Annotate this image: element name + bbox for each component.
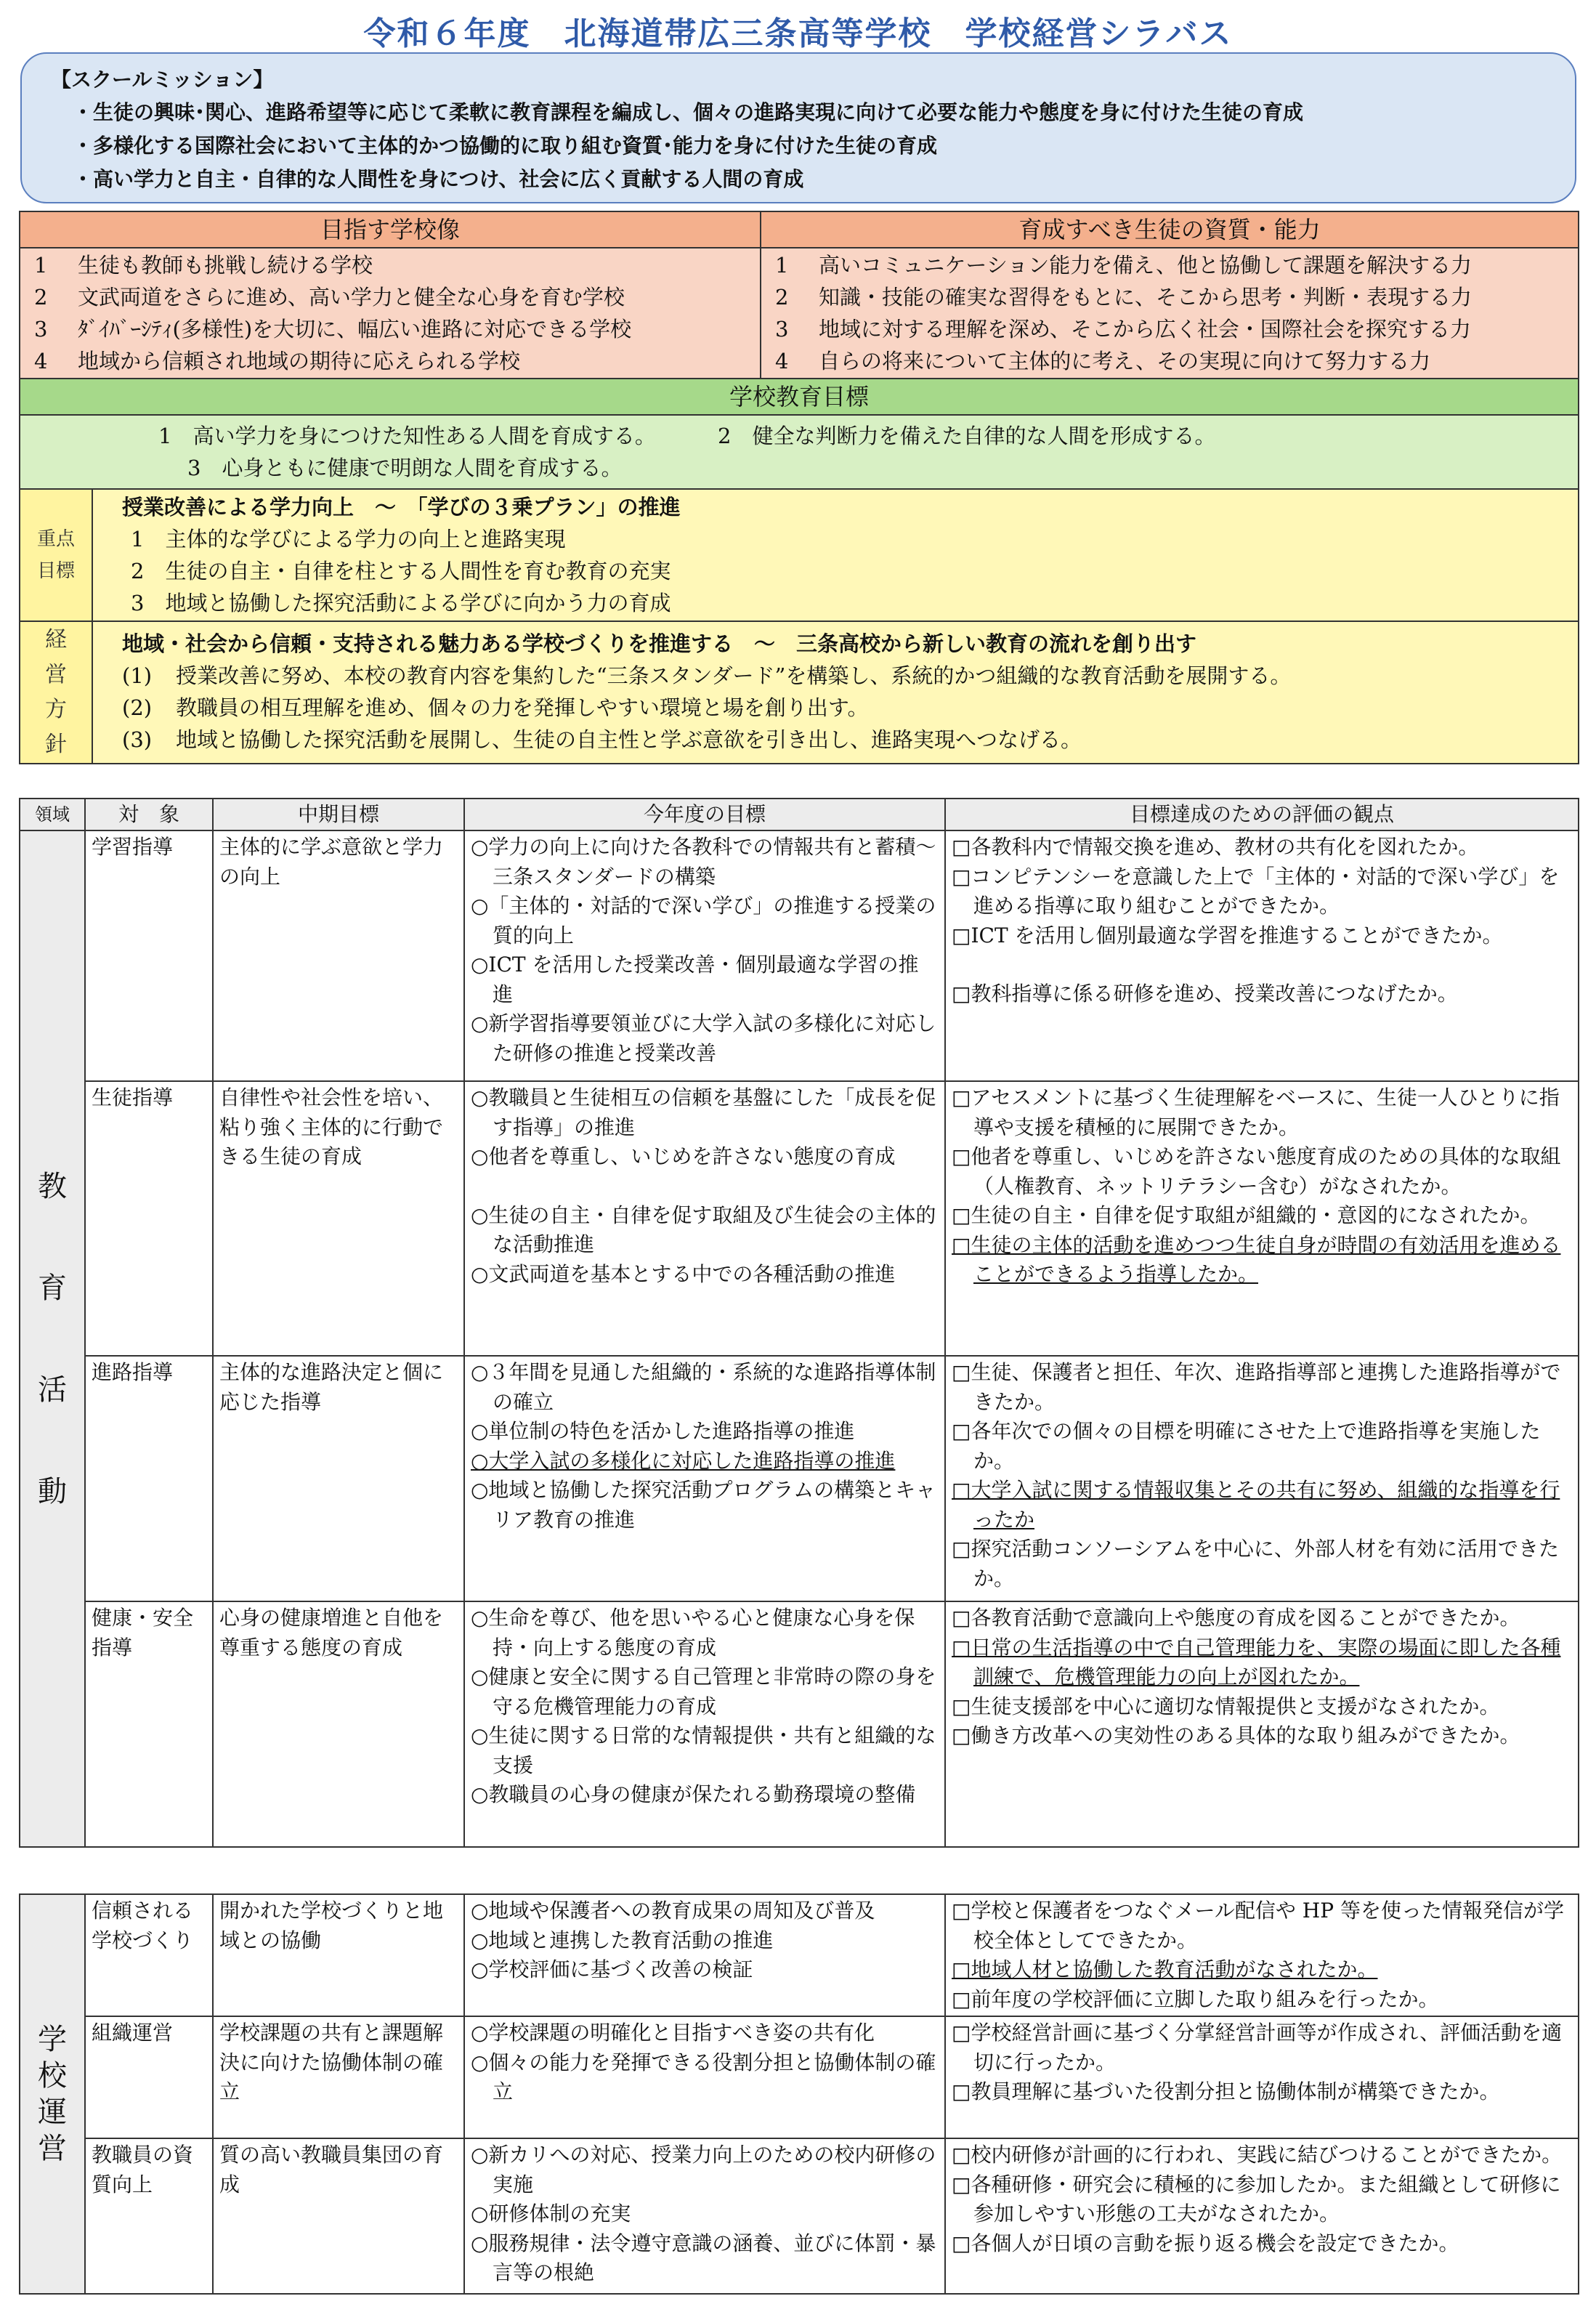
priority-heading: 授業改善による学力向上 ～ 「学びの３乗プラン」の推進 bbox=[122, 495, 681, 520]
evaluation-item: □ICT を活用し個別最適な学習を推進することができたか。 bbox=[952, 923, 1503, 947]
annual-goal-cell bbox=[464, 1894, 945, 2016]
education-goal-1: 1 高い学力を身につけた知性ある人間を育成する。 bbox=[158, 424, 656, 448]
target-cell: 教職員の資質向上 bbox=[85, 2138, 213, 2294]
evaluation-item: □学校と保護者をつなぐメール配信や HP 等を使った情報発信が学校全体としてできたか。 bbox=[952, 1899, 1564, 1952]
evaluation-item: □生徒の自主・自律を促す取組が組織的・意図的になされたか。 bbox=[952, 1203, 1541, 1227]
evaluation-item: □コンピテンシーを意識した上で「主体的・対話的で深い学び」を進める指導に取り組むことができたか。 bbox=[952, 864, 1560, 918]
annual-goal-item: ○地域と協働した探究活動プログラムの構築とキャリア教育の推進 bbox=[471, 1478, 936, 1532]
evaluation-item: □生徒の主体的活動を進めつつ生徒自身が時間の有効活用を進めることができるよう指導したか。 bbox=[952, 1232, 1561, 1286]
school-overview-table bbox=[19, 211, 1579, 764]
student-ability-item: 1 高いコミュニケーション能力を備え、他と協働して課題を解決する力 bbox=[775, 253, 1473, 278]
policy-label: 経 営 方 針 bbox=[20, 621, 92, 764]
evaluation-item: □生徒支援部を中心に適切な情報提供と支援がなされたか。 bbox=[952, 1694, 1500, 1718]
evaluation-item: □働き方改革への実効性のある具体的な取り組みができたか。 bbox=[952, 1723, 1520, 1747]
ideal-school-list bbox=[20, 248, 761, 379]
evaluation-item: □各年次での個々の目標を明確にさせた上で進路指導を実施したか。 bbox=[952, 1419, 1541, 1473]
school-mission-box bbox=[20, 52, 1576, 203]
policy-item: (1) 授業改善に努め、本校の教育内容を集約した“三条スタンダード”を構築し、系統的かつ組織的な教育活動を展開する。 bbox=[122, 663, 1292, 688]
annual-goal-item: ○学力の向上に向けた各教科での情報共有と蓄積～三条スタンダードの構築 bbox=[471, 835, 936, 889]
management-syllabus-table bbox=[19, 1893, 1579, 2295]
annual-goal-item: ○「主体的・対話的で深い学び」の推進する授業の質的向上 bbox=[471, 894, 936, 947]
annual-goal-cell bbox=[464, 2138, 945, 2294]
evaluation-item: □アセスメントに基づく生徒理解をベースに、生徒一人ひとりに指導や支援を積極的に展開できたか。 bbox=[952, 1086, 1560, 1139]
evaluation-item: □校内研修が計画的に行われ、実践に結びつけることができたか。 bbox=[952, 2143, 1563, 2167]
annual-goal-cell bbox=[464, 1601, 945, 1847]
midterm-goal-cell: 主体的に学ぶ意欲と学力の向上 bbox=[213, 830, 464, 1081]
annual-goal-item: ○健康と安全に関する自己管理と非常時の際の身を守る危機管理能力の育成 bbox=[471, 1665, 936, 1718]
evaluation-item: □他者を尊重し、いじめを許さない態度育成のための具体的な取組（人権教育、ネットリテラシー含む）がなされたか。 bbox=[952, 1144, 1561, 1198]
annual-goal-item: ○地域や保護者への教育成果の周知及び普及 bbox=[471, 1899, 875, 1923]
mission-heading: 【スクールミッション】 bbox=[51, 68, 274, 92]
student-ability-item: 3 地域に対する理解を深め、そこから広く社会・国際社会を探究する力 bbox=[775, 317, 1471, 341]
annual-goal-item: ○教職員と生徒相互の信頼を基盤にした「成長を促す指導」の推進 bbox=[471, 1086, 936, 1139]
annual-goal-item: ○ICT を活用した授業改善・個別最適な学習の推進 bbox=[471, 953, 919, 1006]
student-abilities-list bbox=[761, 248, 1579, 379]
evaluation-cell bbox=[945, 1894, 1579, 2016]
evaluation-item: □前年度の学校評価に立脚した取り組みを行ったか。 bbox=[952, 1986, 1439, 2011]
management-policy bbox=[92, 621, 1579, 764]
annual-goal-item: ○地域と連携した教育活動の推進 bbox=[471, 1928, 774, 1952]
annual-goal-item: ○新カリへの対応、授業力向上のための校内研修の実施 bbox=[471, 2143, 936, 2196]
evaluation-item: □各教育活動で意識向上や態度の育成を図ることができたか。 bbox=[952, 1606, 1520, 1630]
ideal-school-item: 2 文武両道をさらに進め、高い学力と健全な心身を育む学校 bbox=[34, 285, 625, 310]
target-cell: 進路指導 bbox=[85, 1356, 213, 1601]
annual-goal-item: ○生命を尊び、他を思いやる心と健康な心身を保持・向上する態度の育成 bbox=[471, 1606, 915, 1660]
evaluation-item: □各種研修・研究会に積極的に参加したか。また組織として研修に参加しやすい形態の工夫がなされたか。 bbox=[952, 2172, 1561, 2226]
policy-item: (2) 教職員の相互理解を進め、個々の力を発揮しやすい環境と場を創り出す。 bbox=[122, 695, 869, 720]
mission-line: ・生徒の興味･関心、進路希望等に応じて柔軟に教育課程を編成し、個々の進路実現に向けて必要な能力や態度を身に付けた生徒の育成 bbox=[73, 100, 1304, 124]
midterm-goal-cell: 質の高い教職員集団の育成 bbox=[213, 2138, 464, 2294]
ideal-school-item: 3 ﾀﾞｲﾊﾞｰｼﾃｨ(多様性)を大切に、幅広い進路に対応できる学校 bbox=[34, 317, 632, 341]
education-goal-2: 2 健全な判断力を備えた自律的な人間を形成する。 bbox=[718, 424, 1216, 448]
midterm-goal-cell: 自律性や社会性を培い、粘り強く主体的に行動できる生徒の育成 bbox=[213, 1081, 464, 1356]
policy-heading: 地域・社会から信頼・支持される魅力ある学校づくりを推進する ～ 三条高校から新しい教育の流れを創り出す bbox=[122, 631, 1197, 656]
evaluation-item: □探究活動コンソーシアムを中心に、外部人材を有効に活用できたか。 bbox=[952, 1537, 1559, 1590]
education-syllabus-table bbox=[19, 798, 1579, 1848]
col-header-midterm: 中期目標 bbox=[213, 799, 464, 830]
evaluation-item: □教科指導に係る研修を進め、授業改善につなげたか。 bbox=[952, 982, 1458, 1006]
annual-goal-item: ○単位制の特色を活かした進路指導の推進 bbox=[471, 1419, 855, 1443]
annual-goal-item: ○３年間を見通した組織的・系統的な進路指導体制の確立 bbox=[471, 1360, 936, 1414]
target-cell: 組織運営 bbox=[85, 2016, 213, 2138]
domain-school-management: 学校運営 bbox=[20, 1894, 85, 2294]
annual-goal-item: ○生徒の自主・自律を促す取組及び生徒会の主体的な活動推進 bbox=[471, 1202, 936, 1256]
annual-goal-item: ○服務規律・法令遵守意識の涵養、並びに体罰・暴言等の根絶 bbox=[471, 2231, 936, 2284]
evaluation-item: □各教科内で情報交換を進め、教材の共有化を図れたか。 bbox=[952, 835, 1479, 859]
vision-header-right: 育成すべき生徒の資質・能力 bbox=[761, 211, 1579, 248]
annual-goal-cell bbox=[464, 1356, 945, 1601]
evaluation-cell bbox=[945, 830, 1579, 1081]
midterm-goal-cell: 主体的な進路決定と個に応じた指導 bbox=[213, 1356, 464, 1601]
priority-item: 1 主体的な学びによる学力の向上と進路実現 bbox=[131, 527, 566, 551]
evaluation-cell bbox=[945, 2138, 1579, 2294]
vision-header-left: 目指す学校像 bbox=[20, 211, 761, 248]
evaluation-item: □学校経営計画に基づく分掌経営計画等が作成され、評価活動を適切に行ったか。 bbox=[952, 2021, 1563, 2074]
education-goals bbox=[20, 415, 1579, 489]
annual-goal-item: ○他者を尊重し、いじめを許さない態度の育成 bbox=[471, 1144, 896, 1168]
annual-goal-item: ○生徒に関する日常的な情報提供・共有と組織的な支援 bbox=[471, 1723, 936, 1777]
priority-item: 3 地域と協働した探究活動による学びに向かう力の育成 bbox=[131, 591, 671, 615]
annual-goal-item: ○文武両道を基本とする中での各種活動の推進 bbox=[471, 1261, 896, 1286]
evaluation-cell bbox=[945, 1081, 1579, 1356]
evaluation-item: □教員理解に基づいた役割分担と協働体制が構築できたか。 bbox=[952, 2079, 1500, 2103]
evaluation-cell bbox=[945, 1601, 1579, 1847]
col-header-annual: 今年度の目標 bbox=[464, 799, 945, 830]
education-goal-3: 3 心身ともに健康で明朗な人間を育成する。 bbox=[187, 456, 623, 480]
page-title: 令和６年度 北海道帯広三条高等学校 学校経営シラバス bbox=[363, 15, 1233, 52]
mission-line: ・高い学力と自主・自律的な人間性を身につけ、社会に広く貢献する人間の育成 bbox=[73, 167, 804, 191]
education-goals-header: 学校教育目標 bbox=[20, 379, 1579, 415]
student-ability-item: 2 知識・技能の確実な習得をもとに、そこから思考・判断・表現する力 bbox=[775, 285, 1473, 310]
midterm-goal-cell: 開かれた学校づくりと地域との協働 bbox=[213, 1894, 464, 2016]
evaluation-item: □日常の生活指導の中で自己管理能力を、実際の場面に即した各種訓練で、危機管理能力の向上が図れたか。 bbox=[952, 1635, 1561, 1689]
priority-label: 重点 目標 bbox=[20, 489, 92, 621]
annual-goal-item: ○新学習指導要領並びに大学入試の多様化に対応した研修の推進と授業改善 bbox=[471, 1011, 936, 1065]
midterm-goal-cell: 学校課題の共有と課題解決に向けた協働体制の確立 bbox=[213, 2016, 464, 2138]
ideal-school-item: 4 地域から信頼され地域の期待に応えられる学校 bbox=[34, 349, 521, 373]
annual-goal-item: ○教職員の心身の健康が保たれる勤務環境の整備 bbox=[471, 1782, 916, 1806]
priority-goals bbox=[92, 489, 1579, 621]
policy-item: (3) 地域と協働した探究活動を展開し、生徒の自主性と学ぶ意欲を引き出し、進路実現へつなげる。 bbox=[122, 727, 1082, 752]
annual-goal-item: ○大学入試の多様化に対応した進路指導の推進 bbox=[471, 1448, 896, 1473]
col-header-evaluation: 目標達成のための評価の観点 bbox=[945, 799, 1579, 830]
annual-goal-cell bbox=[464, 2016, 945, 2138]
col-header-target: 対 象 bbox=[85, 799, 213, 830]
evaluation-item: □生徒、保護者と担任、年次、進路指導部と連携した進路指導ができたか。 bbox=[952, 1360, 1561, 1414]
col-header-domain: 領域 bbox=[20, 799, 85, 830]
domain-education-activities: 教 育 活 動 bbox=[20, 830, 85, 1847]
annual-goal-item: ○個々の能力を発揮できる役割分担と協働体制の確立 bbox=[471, 2050, 936, 2103]
evaluation-item: □各個人が日頃の言動を振り返る機会を設定できたか。 bbox=[952, 2231, 1459, 2255]
priority-item: 2 生徒の自主・自律を柱とする人間性を育む教育の充実 bbox=[131, 559, 671, 583]
annual-goal-cell bbox=[464, 830, 945, 1081]
annual-goal-cell bbox=[464, 1081, 945, 1356]
mission-line: ・多様化する国際社会において主体的かつ協働的に取り組む資質･能力を身に付けた生徒の育成 bbox=[73, 134, 938, 158]
student-ability-item: 4 自らの将来について主体的に考え、その実現に向けて努力する力 bbox=[775, 349, 1431, 373]
target-cell: 学習指導 bbox=[85, 830, 213, 1081]
annual-goal-item: ○学校評価に基づく改善の検証 bbox=[471, 1957, 753, 1981]
evaluation-cell bbox=[945, 1356, 1579, 1601]
annual-goal-item: ○研修体制の充実 bbox=[471, 2202, 631, 2226]
evaluation-item: □大学入試に関する情報収集とその共有に努め、組織的な指導を行ったか bbox=[952, 1478, 1560, 1532]
annual-goal-item: ○学校課題の明確化と目指すべき姿の共有化 bbox=[471, 2021, 875, 2045]
evaluation-item: □地域人材と協働した教育活動がなされたか。 bbox=[952, 1957, 1378, 1981]
midterm-goal-cell: 心身の健康増進と自他を尊重する態度の育成 bbox=[213, 1601, 464, 1847]
target-cell: 健康・安全指導 bbox=[85, 1601, 213, 1847]
target-cell: 信頼される学校づくり bbox=[85, 1894, 213, 2016]
target-cell: 生徒指導 bbox=[85, 1081, 213, 1356]
ideal-school-item: 1 生徒も教師も挑戦し続ける学校 bbox=[34, 253, 373, 278]
evaluation-cell bbox=[945, 2016, 1579, 2138]
